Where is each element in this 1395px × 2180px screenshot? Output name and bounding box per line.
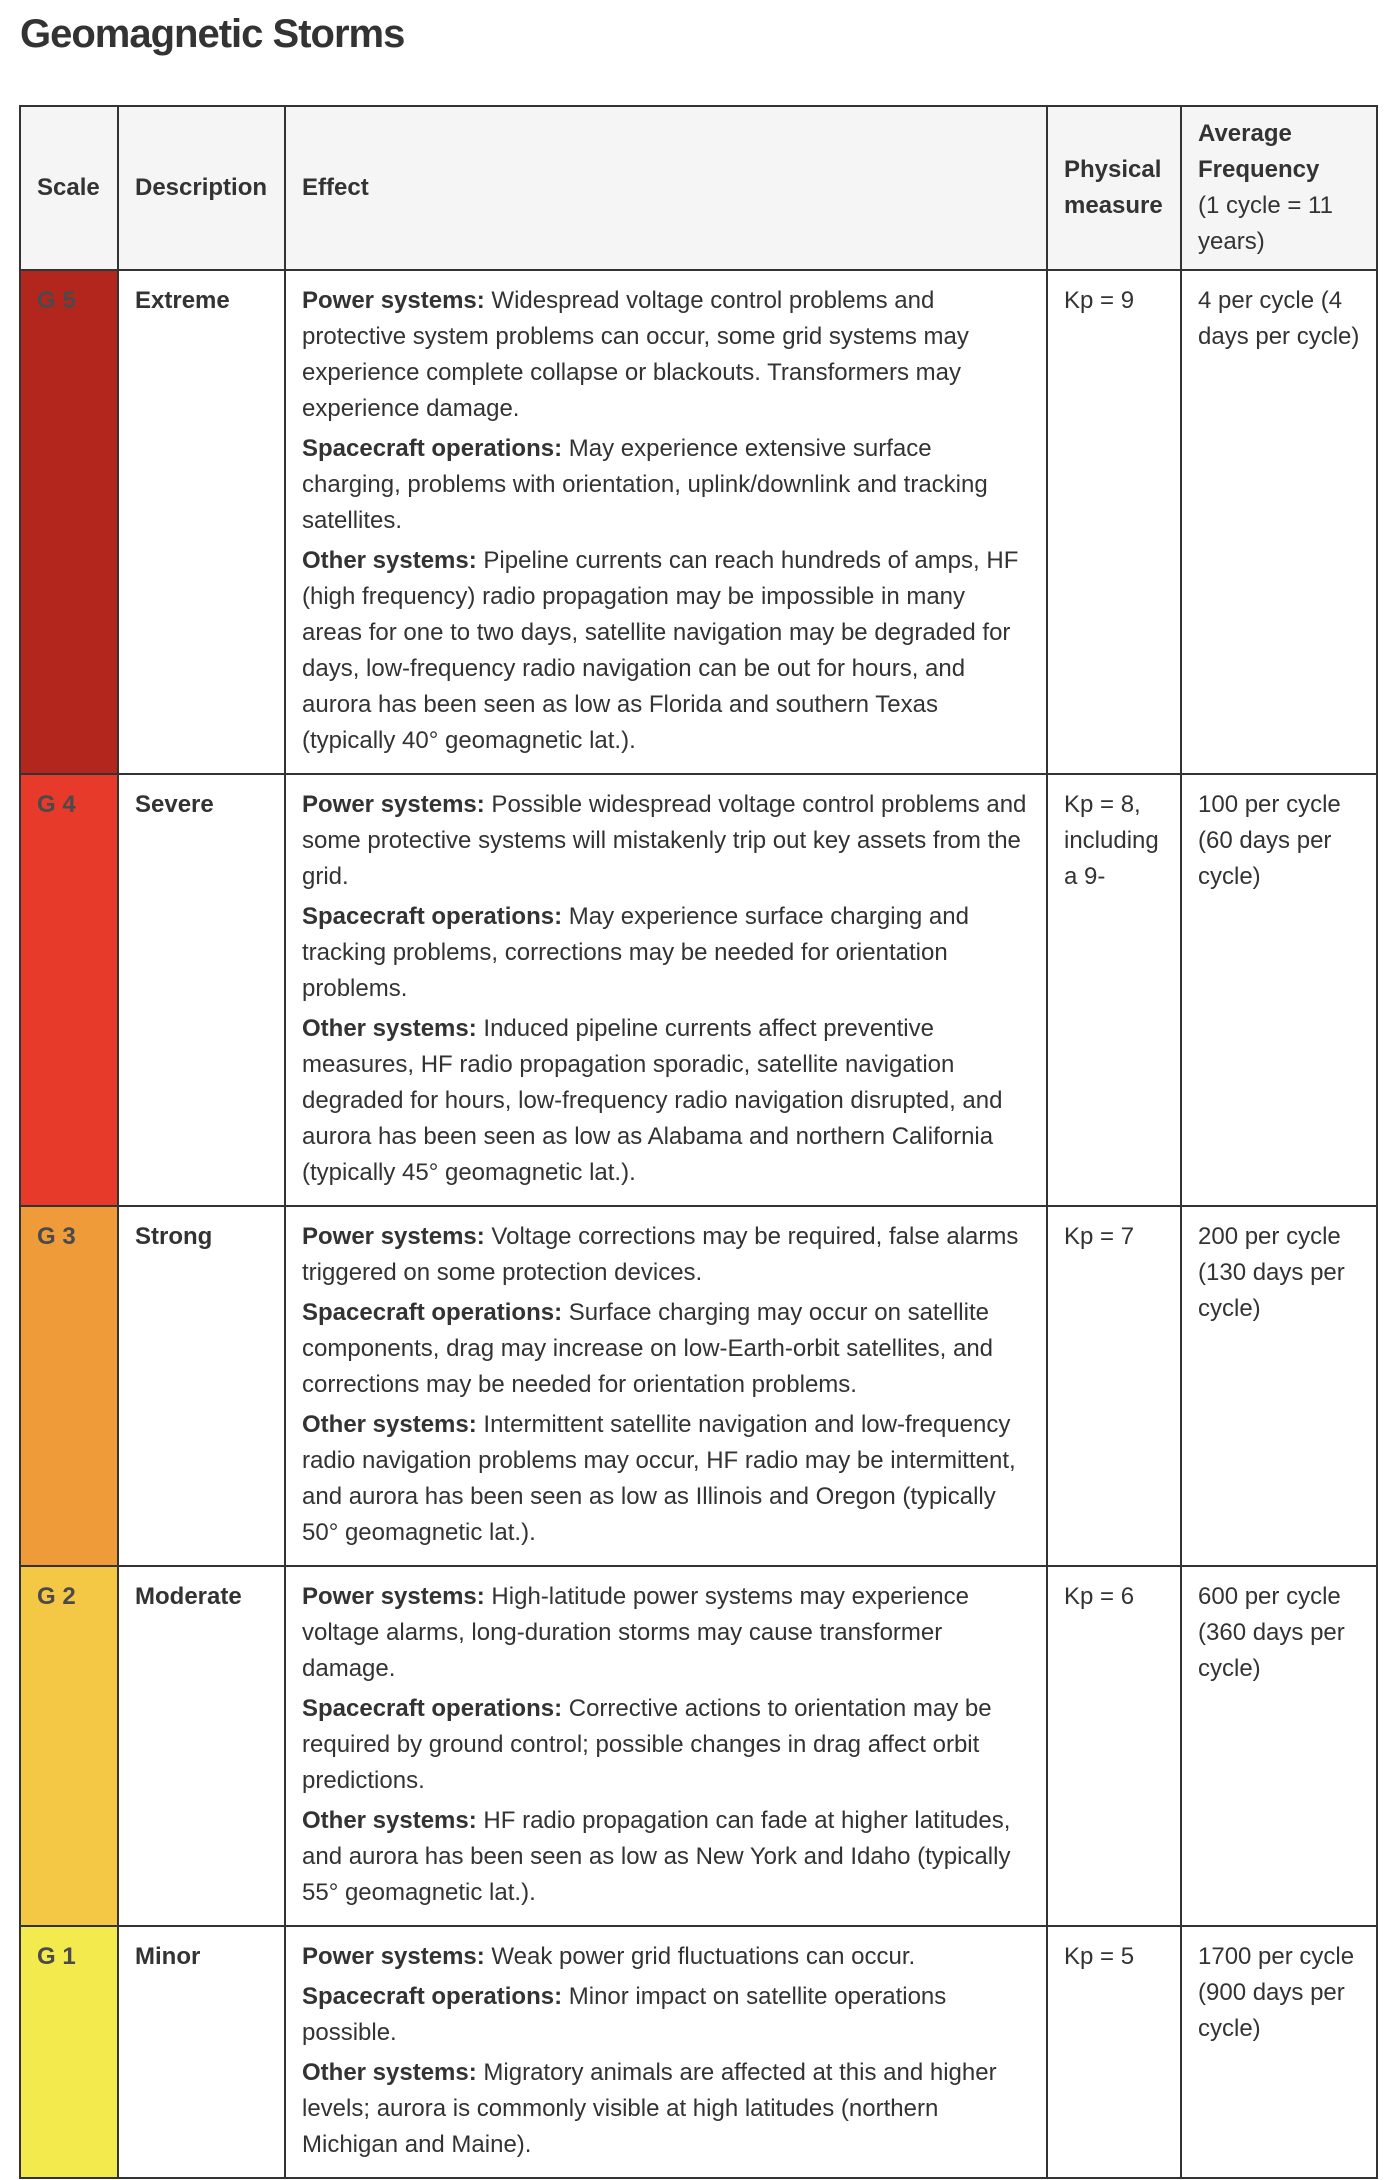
effect-paragraph [302,899,1030,1007]
effect-paragraph [302,1295,1030,1403]
effect-cell [285,1926,1047,2178]
header-average-frequency [1181,106,1377,270]
header-average-frequency-label: Average Frequency [1198,120,1320,183]
header-frequency-note: (1 cycle = 11 years) [1198,192,1333,255]
description-cell: Strong [118,1206,285,1566]
effect-paragraph [302,1011,1030,1191]
effect-text: Induced pipeline currents affect preventive measures, HF radio propagation sporadic, satellite navigation degraded for hours, low-frequency radio navigation disrupted, and aurora has been seen as low as Alabama and northern California (typically 45° geomagnetic lat.). [302,1015,1003,1186]
effect-text: Corrective actions to orientation may be required by ground control; possible changes in drag affect orbit predictions. [302,1695,992,1794]
effect-heading: Power systems: [302,1583,485,1610]
table-row [20,774,1377,1206]
effect-heading: Other systems: [302,1015,477,1042]
effect-heading: Power systems: [302,1223,485,1250]
effect-cell [285,774,1047,1206]
effect-heading: Other systems: [302,2059,477,2086]
effect-text: May experience extensive surface charging, problems with orientation, uplink/downlink and tracking satellites. [302,435,988,534]
header-effect: Effect [285,106,1047,270]
physical-measure-cell: Kp = 6 [1047,1566,1181,1926]
frequency-cell: 200 per cycle (130 days per cycle) [1181,1206,1377,1566]
effect-text: Minor impact on satellite operations possible. [302,1983,947,2046]
table-row [20,1926,1377,2178]
effect-heading: Other systems: [302,547,477,574]
effect-cell [285,1206,1047,1566]
effect-heading: Other systems: [302,1807,477,1834]
scale-cell: G 3 [20,1206,118,1566]
header-physical-measure: Physical measure [1047,106,1181,270]
physical-measure-cell: Kp = 8, including a 9- [1047,774,1181,1206]
description-cell: Minor [118,1926,285,2178]
effect-heading: Spacecraft operations: [302,435,563,462]
geomagnetic-storms-table [19,105,1378,2179]
table-body [20,270,1377,2178]
description-cell: Extreme [118,270,285,774]
effect-heading: Power systems: [302,1943,485,1970]
physical-measure-cell: Kp = 9 [1047,270,1181,774]
effect-heading: Power systems: [302,791,485,818]
effect-text: Widespread voltage control problems and protective system problems can occur, some grid systems may experience complete collapse or blackouts. Transformers may experience damage. [302,287,969,422]
effect-text: Possible widespread voltage control problems and some protective systems will mistakenly trip out key assets from the grid. [302,791,1027,890]
effect-text: Migratory animals are affected at this and higher levels; aurora is commonly visible at high latitudes (northern Michigan and Maine). [302,2059,997,2158]
effect-text: High-latitude power systems may experience voltage alarms, long-duration storms may cause transformer damage. [302,1583,969,1682]
frequency-cell: 600 per cycle (360 days per cycle) [1181,1566,1377,1926]
effect-text: Weak power grid fluctuations can occur. [484,1943,916,1970]
effect-heading: Spacecraft operations: [302,1983,563,2010]
table-row [20,1566,1377,1926]
effect-heading: Spacecraft operations: [302,1695,563,1722]
header-description: Description [118,106,285,270]
effect-text: Voltage corrections may be required, false alarms triggered on some protection devices. [302,1223,1019,1286]
scale-cell: G 2 [20,1566,118,1926]
effect-heading: Other systems: [302,1411,477,1438]
header-row [20,106,1377,270]
effect-paragraph [302,283,1030,427]
effect-paragraph [302,1803,1030,1911]
effect-cell [285,270,1047,774]
header-scale: Scale [20,106,118,270]
effect-text: Surface charging may occur on satellite components, drag may increase on low-Earth-orbit satellites, and corrections may be needed for orientation problems. [302,1299,994,1398]
effect-cell [285,1566,1047,1926]
scale-cell: G 5 [20,270,118,774]
table-row [20,1206,1377,1566]
effect-text: HF radio propagation can fade at higher latitudes, and aurora has been seen as low as New York and Idaho (typically 55° geomagnetic lat.). [302,1807,1011,1906]
physical-measure-cell: Kp = 7 [1047,1206,1181,1566]
effect-text: Pipeline currents can reach hundreds of amps, HF (high frequency) radio propagation may be impossible in many areas for one to two days, satellite navigation may be degraded for days, low-frequency radio navigation can be out for hours, and aurora has been seen as low as Florida and southern Texas (typically 40° geomagnetic lat.). [302,547,1019,754]
effect-paragraph [302,787,1030,895]
effect-text: May experience surface charging and tracking problems, corrections may be needed for orientation problems. [302,903,969,1002]
effect-paragraph [302,1939,1030,1975]
effect-heading: Spacecraft operations: [302,1299,563,1326]
page-title: Geomagnetic Storms [20,12,405,56]
scale-cell: G 4 [20,774,118,1206]
table-row [20,270,1377,774]
effect-paragraph [302,1579,1030,1687]
effect-text: Intermittent satellite navigation and low-frequency radio navigation problems may occur, HF radio may be intermittent, and aurora has been seen as low as Illinois and Oregon (typically 50° geomagnetic lat.). [302,1411,1016,1546]
effect-heading: Spacecraft operations: [302,903,563,930]
description-cell: Severe [118,774,285,1206]
physical-measure-cell: Kp = 5 [1047,1926,1181,2178]
table-header [20,106,1377,270]
scale-cell: G 1 [20,1926,118,2178]
frequency-cell: 4 per cycle (4 days per cycle) [1181,270,1377,774]
effect-paragraph [302,1407,1030,1551]
frequency-cell: 1700 per cycle (900 days per cycle) [1181,1926,1377,2178]
frequency-cell: 100 per cycle (60 days per cycle) [1181,774,1377,1206]
description-cell: Moderate [118,1566,285,1926]
effect-paragraph [302,543,1030,759]
effect-paragraph [302,1219,1030,1291]
effect-paragraph [302,1979,1030,2051]
effect-heading: Power systems: [302,287,485,314]
effect-paragraph [302,2055,1030,2163]
effect-paragraph [302,1691,1030,1799]
effect-paragraph [302,431,1030,539]
